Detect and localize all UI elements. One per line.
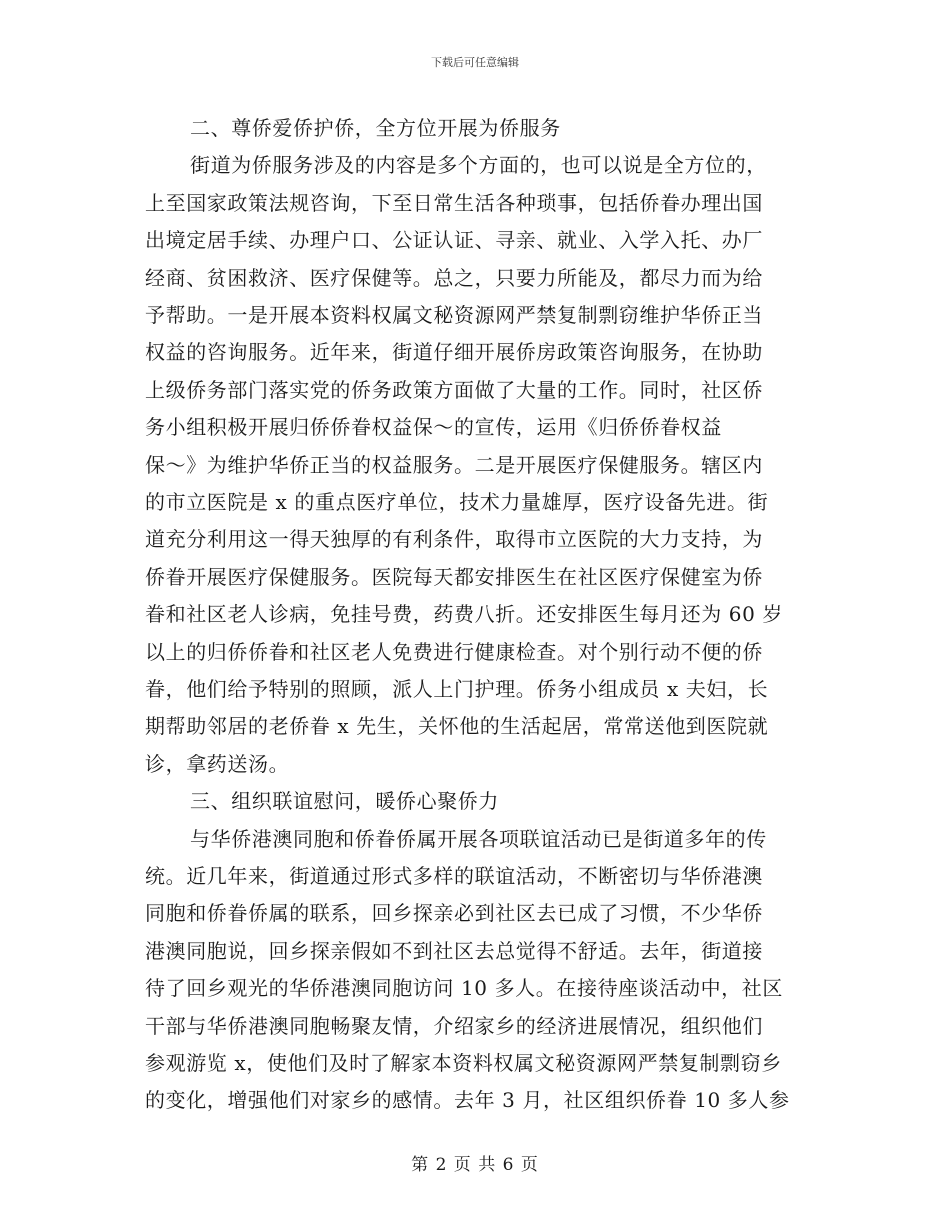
paragraph-line: 权益的咨询服务。近年来，街道仔细开展侨房政策咨询服务，在协助: [145, 340, 763, 365]
paragraph-line: 上至国家政策法规咨询，下至日常生活各种琐事，包括侨眷办理出国: [145, 190, 763, 215]
paragraph-line: 干部与华侨港澳同胞畅聚友情，介绍家乡的经济进展情况，组织他们: [145, 1013, 763, 1038]
paragraph-line: 以上的归侨侨眷和社区老人免费进行健康检查。对个别行动不便的侨: [145, 639, 763, 664]
paragraph-line: 同胞和侨眷侨属的联系，回乡探亲必到社区去已成了习惯，不少华侨: [145, 901, 763, 926]
paragraph-line: 街道为侨服务涉及的内容是多个方面的，也可以说是全方位的，: [190, 153, 767, 178]
paragraph-line: 侨眷开展医疗保健服务。医院每天都安排医生在社区医疗保健室为侨: [145, 564, 763, 589]
paragraph-line: 的市立医院是 x 的重点医疗单位，技术力量雄厚，医疗设备先进。街: [145, 490, 769, 514]
paragraph-line: 予帮助。一是开展本资料权属文秘资源网严禁复制剽窃维护华侨正当: [145, 303, 763, 327]
paragraph-line: 统。近几年来，街道通过形式多样的联谊活动，不断密切与华侨港澳: [145, 864, 763, 888]
paragraph-line: 经商、贫困救济、医疗保健等。总之，只要力所能及，都尽力而为给: [145, 265, 763, 290]
paragraph-line: 上级侨务部门落实党的侨务政策方面做了大量的工作。同时，社区侨: [145, 377, 763, 402]
paragraph-line: 待了回乡观光的华侨港澳同胞访问 10 多人。在接待座谈活动中，社区: [145, 976, 783, 1001]
section-heading-2: 二、尊侨爱侨护侨，全方位开展为侨服务: [190, 116, 561, 140]
paragraph-line: 参观游览 x，使他们及时了解家本资料权属文秘资源网严禁复制剽窃乡: [145, 1051, 782, 1075]
paragraph-line: 与华侨港澳同胞和侨眷侨属开展各项联谊活动已是街道多年的传: [190, 826, 767, 851]
section-heading-3: 三、组织联谊慰问，暖侨心聚侨力: [190, 789, 499, 814]
paragraph-line: 诊，拿药送汤。: [145, 751, 290, 776]
page-number-footer: 第 2 页 共 6 页: [411, 1155, 539, 1175]
paragraph-line: 保～》为维护华侨正当的权益服务。二是开展医疗保健服务。辖区内: [145, 452, 763, 477]
paragraph-line: 眷和社区老人诊病，免挂号费，药费八折。还安排医生每月还为 60 岁: [145, 602, 783, 627]
paragraph-line: 期帮助邻居的老侨眷 x 先生，关怀他的生活起居，常常送他到医院就: [145, 714, 769, 739]
paragraph-line: 出境定居手续、办理户口、公证认证、寻亲、就业、入学入托、办厂: [145, 228, 763, 253]
paragraph-line: 眷，他们给予特别的照顾，派人上门护理。侨务小组成员 x 夫妇，长: [145, 677, 769, 701]
paragraph-line: 港澳同胞说，回乡探亲假如不到社区去总觉得不舒适。去年，街道接: [145, 938, 763, 963]
paragraph-line: 务小组积极开展归侨侨眷权益保～的宣传，运用《归侨侨眷权益: [145, 415, 722, 440]
paragraph-line: 的变化，增强他们对家乡的感情。去年 3 月，社区组织侨眷 10 多人参: [145, 1088, 790, 1113]
paragraph-line: 道充分利用这一得天独厚的有利条件，取得市立医院的大力支持，为: [145, 527, 763, 552]
page-header-note: 下载后可任意编辑: [431, 56, 519, 69]
